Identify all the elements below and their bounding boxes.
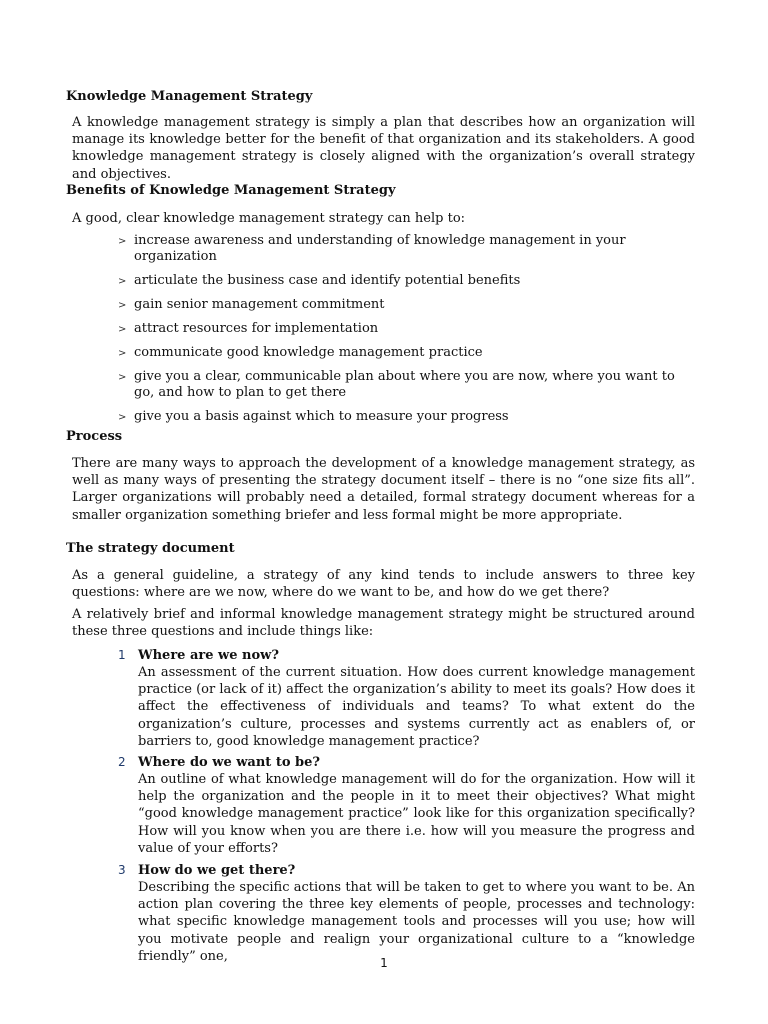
- list-item: [118, 345, 695, 361]
- chevron-right-icon: >: [118, 276, 127, 287]
- list-item: [118, 409, 695, 425]
- list-item-text: give you a clear, communicable plan about where you are now, where you want to go, and how to plan to get there: [134, 369, 675, 400]
- paragraph-km-strategy-definition: A knowledge management strategy is simply a plan that describes how an organization will manage its knowledge better for the benefit of that organization and its stakeholders. A good knowledge management strategy is closely aligned with the organization’s overall strategy and objectives.: [72, 115, 695, 182]
- question-title: Where are we now?: [138, 648, 279, 663]
- question-number: 2: [118, 755, 126, 769]
- chevron-right-icon: >: [118, 324, 127, 335]
- page-number: 1: [380, 956, 388, 970]
- paragraph-process: There are many ways to approach the development of a knowledge management strategy, as well as many ways of presenting the strategy document itself – there is no “one size fits all”. Larger organizations will probably need a detailed, formal strategy document whereas for a smaller organization something briefer and less formal might be more appropriate.: [72, 456, 695, 523]
- paragraph-structure: A relatively brief and informal knowledge management strategy might be structured around these three questions and include things like:: [72, 607, 695, 640]
- chevron-right-icon: >: [118, 372, 127, 383]
- question-body: An outline of what knowledge management will do for the organization. How will it help the organization and the people in it to meet their objectives? What might “good knowledge management practice” look like for this organization specifically? How will you know when you are there i.e. how will you measure the progress and value of your efforts?: [138, 772, 695, 856]
- list-item: [118, 369, 695, 401]
- heading-strategy-document: The strategy document: [66, 541, 235, 556]
- benefits-intro: A good, clear knowledge management strategy can help to:: [72, 211, 466, 226]
- list-item: [118, 233, 695, 265]
- question-number: 3: [118, 863, 126, 877]
- paragraph-general-guideline: As a general guideline, a strategy of any kind tends to include answers to three key questions: where are we now, where do we want to be, and how do we get there?: [72, 568, 695, 601]
- list-item-text: communicate good knowledge management practice: [134, 345, 483, 360]
- list-item-text: gain senior management commitment: [134, 297, 385, 312]
- chevron-right-icon: >: [118, 300, 127, 311]
- heading-km-strategy: Knowledge Management Strategy: [66, 89, 313, 104]
- question-title: How do we get there?: [138, 863, 296, 878]
- list-item-text: increase awareness and understanding of knowledge management in your organization: [134, 233, 626, 264]
- benefits-list: [118, 233, 695, 433]
- chevron-right-icon: >: [118, 236, 127, 247]
- question-body: Describing the specific actions that will be taken to get to where you want to be. An action plan covering the three key elements of people, processes and technology: what specific knowledge management tools and processes will you use; how will you motivate people and realign your organizational culture to a “knowledge friendly” one,: [138, 880, 695, 964]
- list-item-text: give you a basis against which to measure your progress: [134, 409, 509, 424]
- list-item-text: articulate the business case and identify potential benefits: [134, 273, 521, 288]
- list-item: [118, 273, 695, 289]
- question-body: An assessment of the current situation. How does current knowledge management practice (or lack of it) affect the organization’s ability to meet its goals? How does it affect the effectiveness of individuals and teams? To what extent do the organization’s culture, processes and systems currently act as enablers of, or barriers to, good knowledge management practice?: [138, 665, 695, 749]
- list-item-text: attract resources for implementation: [134, 321, 379, 336]
- list-item: [118, 297, 695, 313]
- question-number: 1: [118, 648, 126, 662]
- question-title: Where do we want to be?: [138, 755, 321, 770]
- chevron-right-icon: >: [118, 412, 127, 423]
- list-item: [118, 321, 695, 337]
- chevron-right-icon: >: [118, 348, 127, 359]
- heading-process: Process: [66, 429, 123, 444]
- heading-benefits: Benefits of Knowledge Management Strategy: [66, 183, 396, 198]
